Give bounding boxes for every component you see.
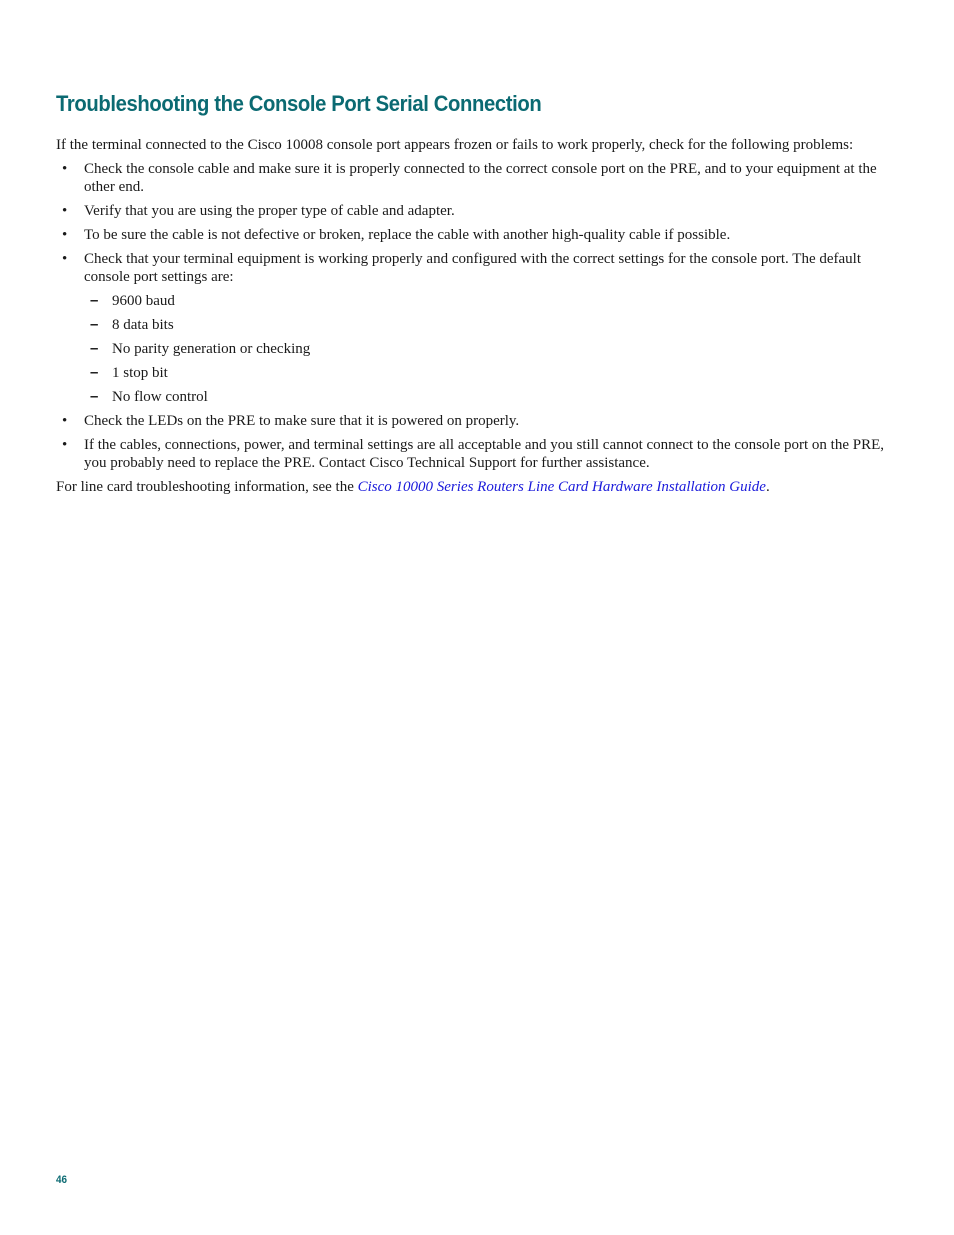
list-item-text: Verify that you are using the proper type of cable and adapter. xyxy=(84,203,455,219)
dash-icon: – xyxy=(90,340,99,357)
list-item-text: Check that your terminal equipment is working properly and configured with the correct settings for the console port. The default console port settings are: xyxy=(84,251,862,285)
console-settings-list xyxy=(84,292,898,406)
dash-icon: – xyxy=(90,388,99,405)
list-item-text: To be sure the cable is not defective or broken, replace the cable with another high-quality cable if possible. xyxy=(84,227,731,243)
setting-item xyxy=(84,292,898,310)
list-item-text: If the cables, connections, power, and terminal settings are all acceptable and you still cannot connect to the console port on the PRE, you probably need to replace the PRE. Contact Cisco Technical Support for further assistance. xyxy=(84,437,884,471)
setting-text: 9600 baud xyxy=(112,293,175,309)
reference-prefix: For line card troubleshooting information, see the xyxy=(56,479,358,495)
bullet-icon: • xyxy=(62,203,68,219)
list-item xyxy=(56,226,898,244)
setting-item xyxy=(84,316,898,334)
bullet-icon: • xyxy=(62,161,68,177)
page-number: 46 xyxy=(56,1174,68,1186)
list-item xyxy=(56,250,898,406)
setting-text: No parity generation or checking xyxy=(112,341,311,357)
setting-text: 1 stop bit xyxy=(112,365,168,381)
list-item xyxy=(56,202,898,220)
bullet-icon: • xyxy=(62,437,68,453)
list-item xyxy=(56,160,898,196)
bullet-icon: • xyxy=(62,251,68,267)
list-item-text: Check the console cable and make sure it is properly connected to the correct console port on the PRE, and to your equipment at the other end. xyxy=(84,161,877,195)
dash-icon: – xyxy=(90,364,99,381)
intro-paragraph: If the terminal connected to the Cisco 10008 console port appears frozen or fails to work properly, check for the following problems: xyxy=(56,137,854,153)
document-page xyxy=(56,88,898,496)
troubleshooting-checklist xyxy=(56,160,898,472)
setting-text: No flow control xyxy=(112,389,208,405)
section-title: Troubleshooting the Console Port Serial Connection xyxy=(56,91,542,116)
line-card-reference xyxy=(56,478,898,496)
list-item-text: Check the LEDs on the PRE to make sure that it is powered on properly. xyxy=(84,413,520,429)
dash-icon: – xyxy=(90,292,99,309)
bullet-icon: • xyxy=(62,413,68,429)
setting-item xyxy=(84,364,898,382)
list-item xyxy=(56,436,898,472)
setting-text: 8 data bits xyxy=(112,317,174,333)
reference-suffix: . xyxy=(765,479,770,495)
installation-guide-link[interactable]: Cisco 10000 Series Routers Line Card Hardware Installation Guide xyxy=(357,479,766,495)
setting-item xyxy=(84,340,898,358)
setting-item xyxy=(84,388,898,406)
dash-icon: – xyxy=(90,316,99,333)
bullet-icon: • xyxy=(62,227,68,243)
list-item xyxy=(56,412,898,430)
